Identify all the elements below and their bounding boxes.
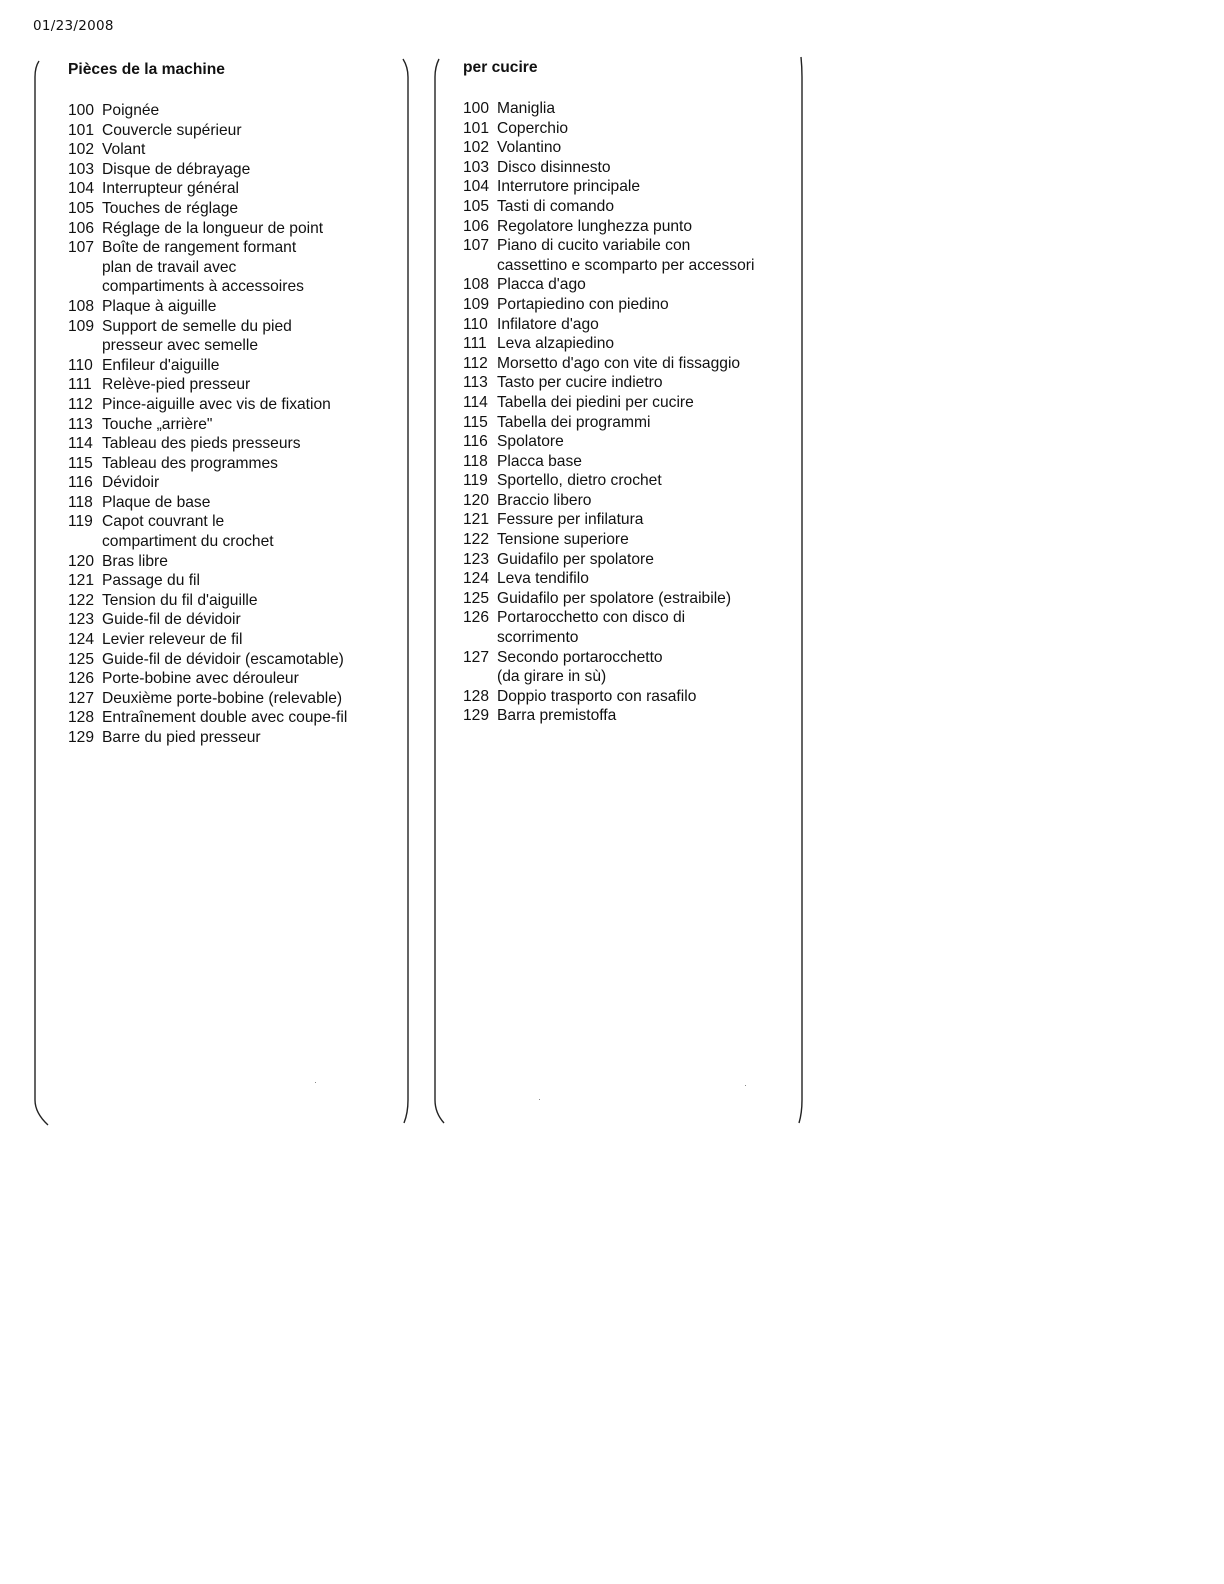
part-description-line: compartiment du crochet bbox=[102, 533, 274, 551]
part-description bbox=[497, 295, 804, 315]
parts-list-item bbox=[463, 354, 804, 374]
part-number: 109 bbox=[463, 295, 490, 313]
part-number: 122 bbox=[68, 591, 95, 609]
part-description-line: Leva alzapiedino bbox=[497, 335, 615, 353]
part-description bbox=[497, 354, 804, 374]
part-number: 118 bbox=[463, 452, 488, 470]
part-description bbox=[102, 199, 406, 219]
part-number: 112 bbox=[68, 395, 93, 413]
part-number: 127 bbox=[463, 648, 490, 666]
parts-list-item bbox=[68, 591, 406, 611]
part-number: 112 bbox=[463, 354, 488, 372]
part-description bbox=[497, 119, 804, 139]
part-number: 111 bbox=[68, 376, 92, 394]
part-description-line: Infilatore d'ago bbox=[497, 315, 599, 333]
part-description-line: Tableau des pieds presseurs bbox=[102, 435, 301, 453]
part-description bbox=[497, 569, 804, 589]
parts-list-item bbox=[463, 550, 804, 570]
part-description-line: Tensione superiore bbox=[497, 531, 629, 549]
part-number: 109 bbox=[68, 317, 95, 335]
part-number: 120 bbox=[463, 491, 490, 509]
part-number: 128 bbox=[463, 687, 490, 705]
part-description-line: Placca base bbox=[497, 452, 582, 470]
parts-list-item bbox=[68, 121, 406, 141]
part-description-line: Guide-fil de dévidoir bbox=[102, 611, 241, 629]
parts-list-item bbox=[68, 179, 406, 199]
part-description-line: Regolatore lunghezza punto bbox=[497, 217, 693, 235]
part-description bbox=[102, 630, 406, 650]
parts-list-item bbox=[68, 415, 406, 435]
part-description-line: Maniglia bbox=[497, 100, 556, 117]
parts-list-item bbox=[463, 530, 804, 550]
part-number: 119 bbox=[68, 513, 93, 531]
part-description bbox=[497, 373, 804, 393]
parts-list-item bbox=[463, 275, 804, 295]
parts-list-item bbox=[463, 138, 804, 158]
parts-list-item bbox=[68, 493, 406, 513]
part-description-line: Tension du fil d'aiguille bbox=[102, 591, 258, 609]
parts-list-item bbox=[68, 297, 406, 317]
part-description bbox=[102, 356, 406, 376]
part-description bbox=[497, 197, 804, 217]
part-description bbox=[102, 415, 406, 435]
parts-list-item bbox=[463, 510, 804, 530]
part-description-line: Disque de débrayage bbox=[102, 160, 251, 178]
parts-list-item bbox=[68, 101, 406, 121]
parts-list-item bbox=[463, 315, 804, 335]
part-number: 116 bbox=[463, 433, 488, 451]
part-number: 116 bbox=[68, 474, 93, 492]
part-description bbox=[102, 375, 406, 395]
part-description bbox=[102, 669, 406, 689]
part-description-line: Touches de réglage bbox=[102, 199, 239, 217]
part-number: 115 bbox=[463, 413, 488, 431]
part-number: 120 bbox=[68, 552, 95, 570]
parts-list-item bbox=[68, 708, 406, 728]
part-number: 125 bbox=[463, 589, 490, 607]
parts-list-item bbox=[463, 413, 804, 433]
part-description bbox=[102, 434, 406, 454]
part-description bbox=[102, 121, 406, 141]
part-description bbox=[497, 530, 804, 550]
parts-list-item bbox=[68, 512, 406, 551]
part-description bbox=[497, 158, 804, 178]
parts-list-item bbox=[463, 648, 804, 687]
part-number: 108 bbox=[463, 276, 490, 294]
parts-list-item bbox=[463, 197, 804, 217]
part-description bbox=[497, 687, 804, 707]
part-description bbox=[102, 493, 406, 513]
part-description bbox=[102, 650, 406, 670]
part-description-line: Interrutore principale bbox=[497, 178, 641, 196]
part-description bbox=[497, 648, 804, 687]
part-description-line: Bras libre bbox=[102, 552, 168, 570]
part-description-line: Placca d'ago bbox=[497, 276, 586, 294]
part-description bbox=[497, 236, 804, 275]
parts-list-item bbox=[68, 610, 406, 630]
part-description-line: Dévidoir bbox=[102, 474, 160, 492]
part-description-line: Doppio trasporto con rasafilo bbox=[497, 687, 697, 705]
part-number: 100 bbox=[68, 102, 95, 119]
part-description-line: Guidafilo per spolatore bbox=[497, 550, 654, 568]
parts-list-item bbox=[68, 630, 406, 650]
part-number: 124 bbox=[463, 570, 490, 588]
part-description bbox=[102, 728, 406, 748]
parts-list-item bbox=[68, 669, 406, 689]
part-description bbox=[102, 238, 406, 297]
part-description-line: Plaque de base bbox=[102, 493, 211, 511]
part-number: 107 bbox=[463, 237, 490, 255]
part-number: 113 bbox=[68, 415, 93, 433]
parts-list-item bbox=[68, 552, 406, 572]
part-description-line: Passage du fil bbox=[102, 572, 200, 590]
parts-list-item bbox=[68, 434, 406, 454]
part-number: 103 bbox=[68, 160, 95, 178]
part-description-line: Relève-pied presseur bbox=[102, 376, 251, 394]
part-description-line: Leva tendifilo bbox=[497, 570, 589, 588]
part-description-line: (da girare in sù) bbox=[497, 668, 607, 686]
parts-list-item bbox=[463, 236, 804, 275]
parts-list-item bbox=[463, 706, 804, 726]
part-number: 102 bbox=[463, 139, 490, 157]
part-description bbox=[102, 140, 406, 160]
part-description bbox=[497, 275, 804, 295]
part-description-line: Braccio libero bbox=[497, 491, 592, 509]
parts-list-item bbox=[68, 650, 406, 670]
parts-list-item bbox=[463, 158, 804, 178]
part-description bbox=[497, 177, 804, 197]
parts-list-item bbox=[68, 571, 406, 591]
part-number: 108 bbox=[68, 297, 95, 315]
page-date: 01/23/2008 bbox=[33, 18, 114, 34]
parts-list-item bbox=[463, 119, 804, 139]
parts-list-item bbox=[463, 432, 804, 452]
part-description-line: Porte-bobine avec dérouleur bbox=[102, 670, 299, 688]
part-description bbox=[497, 706, 804, 726]
part-description bbox=[102, 708, 406, 728]
part-number: 113 bbox=[463, 374, 488, 392]
part-description-line: Boîte de rangement formant bbox=[102, 239, 297, 257]
part-number: 104 bbox=[68, 180, 95, 198]
parts-list-items bbox=[463, 99, 804, 726]
section-heading: per cucire bbox=[463, 59, 538, 76]
part-description bbox=[102, 591, 406, 611]
parts-list-item bbox=[68, 199, 406, 219]
parts-list-item bbox=[68, 160, 406, 180]
parts-list-item bbox=[463, 177, 804, 197]
parts-list-item bbox=[463, 217, 804, 237]
part-number: 126 bbox=[68, 670, 95, 688]
parts-list-item bbox=[68, 375, 406, 395]
scan-speck bbox=[315, 1082, 316, 1083]
part-description bbox=[497, 491, 804, 511]
part-number: 121 bbox=[68, 572, 95, 590]
part-description-line: compartiments à accessoires bbox=[102, 278, 304, 296]
part-description bbox=[497, 99, 804, 119]
part-description-line: Enfileur d'aiguille bbox=[102, 356, 220, 374]
scan-speck bbox=[539, 1099, 540, 1100]
part-number: 101 bbox=[463, 119, 490, 137]
parts-list-item bbox=[68, 356, 406, 376]
parts-list-item bbox=[463, 393, 804, 413]
part-description-line: cassettino e scomparto per accessori bbox=[497, 256, 755, 274]
part-description bbox=[497, 315, 804, 335]
part-number: 106 bbox=[463, 217, 490, 235]
part-description-line: Tableau des programmes bbox=[102, 454, 278, 472]
part-description bbox=[497, 608, 804, 647]
part-description-line: Interrupteur général bbox=[102, 180, 239, 198]
parts-list-item bbox=[463, 373, 804, 393]
part-number: 110 bbox=[463, 315, 488, 333]
part-description bbox=[497, 550, 804, 570]
part-description bbox=[102, 571, 406, 591]
parts-list-item bbox=[463, 99, 804, 119]
section-heading: Pièces de la machine bbox=[68, 61, 225, 78]
part-number: 129 bbox=[68, 729, 95, 746]
parts-list-item bbox=[68, 395, 406, 415]
part-description bbox=[102, 610, 406, 630]
part-description bbox=[102, 689, 406, 709]
part-number: 106 bbox=[68, 219, 95, 237]
part-number: 128 bbox=[68, 709, 95, 727]
italian-parts-list bbox=[463, 57, 804, 726]
part-description bbox=[102, 101, 406, 121]
part-description-line: Fessure per infilatura bbox=[497, 511, 644, 529]
part-description bbox=[102, 297, 406, 317]
parts-list-item bbox=[68, 473, 406, 493]
part-description-line: plan de travail avec bbox=[102, 258, 237, 276]
part-description bbox=[497, 334, 804, 354]
part-number: 123 bbox=[68, 611, 95, 629]
part-number: 124 bbox=[68, 631, 95, 649]
parts-list-item bbox=[463, 452, 804, 472]
part-description-line: Barre du pied presseur bbox=[102, 729, 261, 746]
part-description bbox=[102, 395, 406, 415]
part-number: 125 bbox=[68, 650, 95, 668]
part-description-line: Réglage de la longueur de point bbox=[102, 219, 324, 237]
part-number: 105 bbox=[463, 197, 490, 215]
part-number: 114 bbox=[68, 435, 93, 453]
part-number: 121 bbox=[463, 511, 490, 529]
part-description-line: Volant bbox=[102, 141, 146, 159]
part-description bbox=[102, 473, 406, 493]
parts-list-item bbox=[68, 219, 406, 239]
parts-list-item bbox=[463, 687, 804, 707]
part-description bbox=[497, 138, 804, 158]
parts-list-items bbox=[68, 101, 406, 748]
part-number: 111 bbox=[463, 335, 487, 353]
part-number: 107 bbox=[68, 239, 95, 257]
part-description bbox=[102, 179, 406, 199]
part-description-line: presseur avec semelle bbox=[102, 337, 259, 355]
part-description-line: Coperchio bbox=[497, 119, 569, 137]
part-description-line: Piano di cucito variabile con bbox=[497, 237, 691, 255]
part-description bbox=[497, 217, 804, 237]
part-number: 119 bbox=[463, 472, 488, 490]
part-description-line: Poignée bbox=[102, 102, 160, 119]
part-description-line: Barra premistoffa bbox=[497, 707, 617, 725]
part-description-line: Tasto per cucire indietro bbox=[497, 374, 663, 392]
part-number: 105 bbox=[68, 199, 95, 217]
part-number: 126 bbox=[463, 609, 490, 627]
part-description bbox=[102, 160, 406, 180]
part-description-line: Plaque à aiguille bbox=[102, 297, 217, 315]
part-description-line: Pince-aiguille avec vis de fixation bbox=[102, 395, 331, 413]
french-parts-panel bbox=[30, 55, 416, 1125]
parts-list-item bbox=[463, 295, 804, 315]
part-number: 127 bbox=[68, 689, 95, 707]
part-description-line: Portarocchetto con disco di bbox=[497, 609, 686, 627]
parts-list-item bbox=[463, 569, 804, 589]
parts-list-item bbox=[463, 334, 804, 354]
part-description bbox=[497, 432, 804, 452]
part-number: 129 bbox=[463, 707, 490, 725]
part-description-line: Capot couvrant le bbox=[102, 513, 225, 531]
part-description-line: Tasti di comando bbox=[497, 197, 615, 215]
part-description-line: Volantino bbox=[497, 139, 562, 157]
part-description-line: Tabella dei programmi bbox=[497, 413, 651, 431]
part-description-line: Portapiedino con piedino bbox=[497, 295, 669, 313]
part-description-line: Deuxième porte-bobine (relevable) bbox=[102, 689, 343, 707]
part-number: 110 bbox=[68, 356, 93, 374]
part-description-line: scorrimento bbox=[497, 629, 579, 647]
part-description-line: Secondo portarocchetto bbox=[497, 648, 663, 666]
part-number: 103 bbox=[463, 158, 490, 176]
part-description-line: Spolatore bbox=[497, 433, 564, 451]
part-description-line: Couvercle supérieur bbox=[102, 121, 242, 139]
parts-list-item bbox=[68, 689, 406, 709]
part-number: 104 bbox=[463, 178, 490, 196]
part-number: 100 bbox=[463, 100, 490, 117]
parts-list-item bbox=[463, 471, 804, 491]
part-description bbox=[497, 413, 804, 433]
part-number: 115 bbox=[68, 454, 93, 472]
parts-list-item bbox=[68, 238, 406, 297]
part-description bbox=[102, 512, 406, 551]
part-description-line: Tabella dei piedini per cucire bbox=[497, 393, 694, 411]
french-parts-list bbox=[68, 59, 406, 748]
parts-list-item bbox=[463, 491, 804, 511]
part-description bbox=[497, 393, 804, 413]
parts-list-item bbox=[463, 608, 804, 647]
parts-list-item bbox=[68, 317, 406, 356]
parts-list-item bbox=[68, 140, 406, 160]
part-description bbox=[497, 471, 804, 491]
part-number: 114 bbox=[463, 393, 488, 411]
part-number: 118 bbox=[68, 493, 93, 511]
part-description bbox=[102, 454, 406, 474]
part-description-line: Guidafilo per spolatore (estraibile) bbox=[497, 589, 732, 607]
part-description bbox=[497, 589, 804, 609]
italian-parts-panel bbox=[430, 55, 814, 1125]
part-description-line: Morsetto d'ago con vite di fissaggio bbox=[497, 354, 741, 372]
part-number: 102 bbox=[68, 141, 95, 159]
part-number: 123 bbox=[463, 550, 490, 568]
scan-speck bbox=[745, 1085, 746, 1086]
part-number: 122 bbox=[463, 531, 490, 549]
part-description-line: Entraînement double avec coupe-fil bbox=[102, 709, 348, 727]
part-description bbox=[102, 552, 406, 572]
part-description bbox=[497, 452, 804, 472]
parts-list-item bbox=[68, 728, 406, 748]
part-number: 101 bbox=[68, 121, 95, 139]
parts-list-item bbox=[68, 454, 406, 474]
parts-list-item bbox=[463, 589, 804, 609]
part-description-line: Touche „arrière" bbox=[102, 415, 213, 433]
part-description bbox=[102, 317, 406, 356]
part-description-line: Levier releveur de fil bbox=[102, 631, 243, 649]
part-description bbox=[497, 510, 804, 530]
part-description bbox=[102, 219, 406, 239]
part-description-line: Guide-fil de dévidoir (escamotable) bbox=[102, 650, 344, 668]
part-description-line: Sportello, dietro crochet bbox=[497, 472, 662, 490]
part-description-line: Disco disinnesto bbox=[497, 158, 611, 176]
part-description-line: Support de semelle du pied bbox=[102, 317, 292, 335]
